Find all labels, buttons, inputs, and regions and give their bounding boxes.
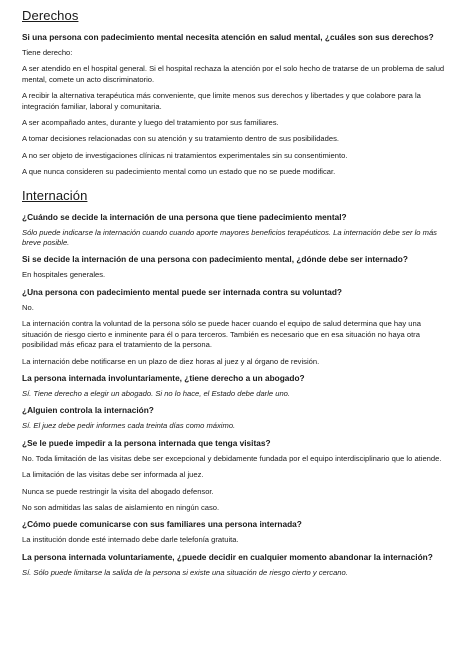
paragraph: Tiene derecho:: [22, 48, 73, 57]
question: ¿Se le puede impedir a la persona internada que tenga visitas?: [22, 437, 271, 448]
paragraph: A recibir la alternativa terapéutica más conveniente, que limite menos sus derechos y libertades y que colabore para la integración familiar, laboral y comunitaria.: [22, 91, 421, 111]
paragraph: A ser atendido en el hospital general. Si el hospital rechaza la atención por el solo hecho de tratarse de un problema de salud mental, comete un acto discriminatorio.: [22, 64, 445, 84]
answer: La institución donde esté internado debe darle telefonía gratuita.: [22, 535, 239, 545]
question: La persona internada involuntariamente, ¿tiene derecho a un abogado?: [22, 372, 305, 383]
question: Si se decide la internación de una persona con padecimiento mental, ¿dónde debe ser internado?: [22, 254, 408, 265]
section-title-internacion: Internación: [22, 187, 88, 203]
section-title-derechos: Derechos: [22, 8, 79, 23]
answer: Nunca se puede restringir la visita del abogado defensor.: [22, 486, 214, 496]
answer: Sólo puede indicarse la internación cuando cuando aporte mayores beneficios terapéuticos. La internación debe ser lo más breve posible.: [22, 227, 437, 248]
question: ¿Alguien controla la internación?: [22, 405, 154, 416]
question: La persona internada voluntariamente, ¿puede decidir en cualquier momento abandonar la internación?: [22, 551, 433, 562]
answer: Sí. El juez debe pedir informes cada treinta días como máximo.: [22, 421, 236, 431]
answer: En hospitales generales.: [22, 270, 106, 280]
answer: La internación debe notificarse en un plazo de diez horas al juez y al órgano de revisión.: [22, 356, 320, 366]
paragraph: A ser acompañado antes, durante y luego del tratamiento por sus familiares.: [22, 118, 279, 128]
answer: No.: [22, 302, 34, 312]
question-derechos: Si una persona con padecimiento mental necesita atención en salud mental, ¿cuáles son sus derechos?: [22, 32, 434, 42]
answer: No. Toda limitación de las visitas debe ser excepcional y debidamente fundada por el equipo interdisciplinario que lo atiende.: [22, 453, 442, 463]
answer: La internación contra la voluntad de la persona sólo se puede hacer cuando el equipo de salud determina que hay una situación de riesgo cierto e inminente para él o para terceros. También es necesario que en esa situación no haya otra posibilidad más eficaz para el tratamiento de la persona.: [22, 319, 421, 350]
paragraph: A que nunca consideren su padecimiento mental como un estado que no se puede modificar.: [22, 167, 336, 177]
answer: La limitación de las visitas debe ser informada al juez.: [22, 470, 204, 480]
answer: Sí. Tiene derecho a elegir un abogado. Si no lo hace, el Estado debe darle uno.: [22, 388, 291, 398]
question: ¿Una persona con padecimiento mental puede ser internada contra su voluntad?: [22, 286, 342, 297]
answer: No son admitidas las salas de aislamiento en ningún caso.: [22, 502, 220, 512]
question: ¿Cuándo se decide la internación de una persona que tiene padecimiento mental?: [22, 211, 347, 222]
question: ¿Cómo puede comunicarse con sus familiares una persona internada?: [22, 519, 302, 530]
paragraph: A tomar decisiones relacionadas con su atención y su tratamiento dentro de sus posibilidades.: [22, 134, 340, 144]
answer: Sí. Sólo puede limitarse la salida de la persona si existe una situación de riesgo cierto y cercano.: [22, 567, 348, 577]
paragraph: A no ser objeto de investigaciones clínicas ni tratamientos experimentales sin su consentimiento.: [22, 150, 348, 160]
